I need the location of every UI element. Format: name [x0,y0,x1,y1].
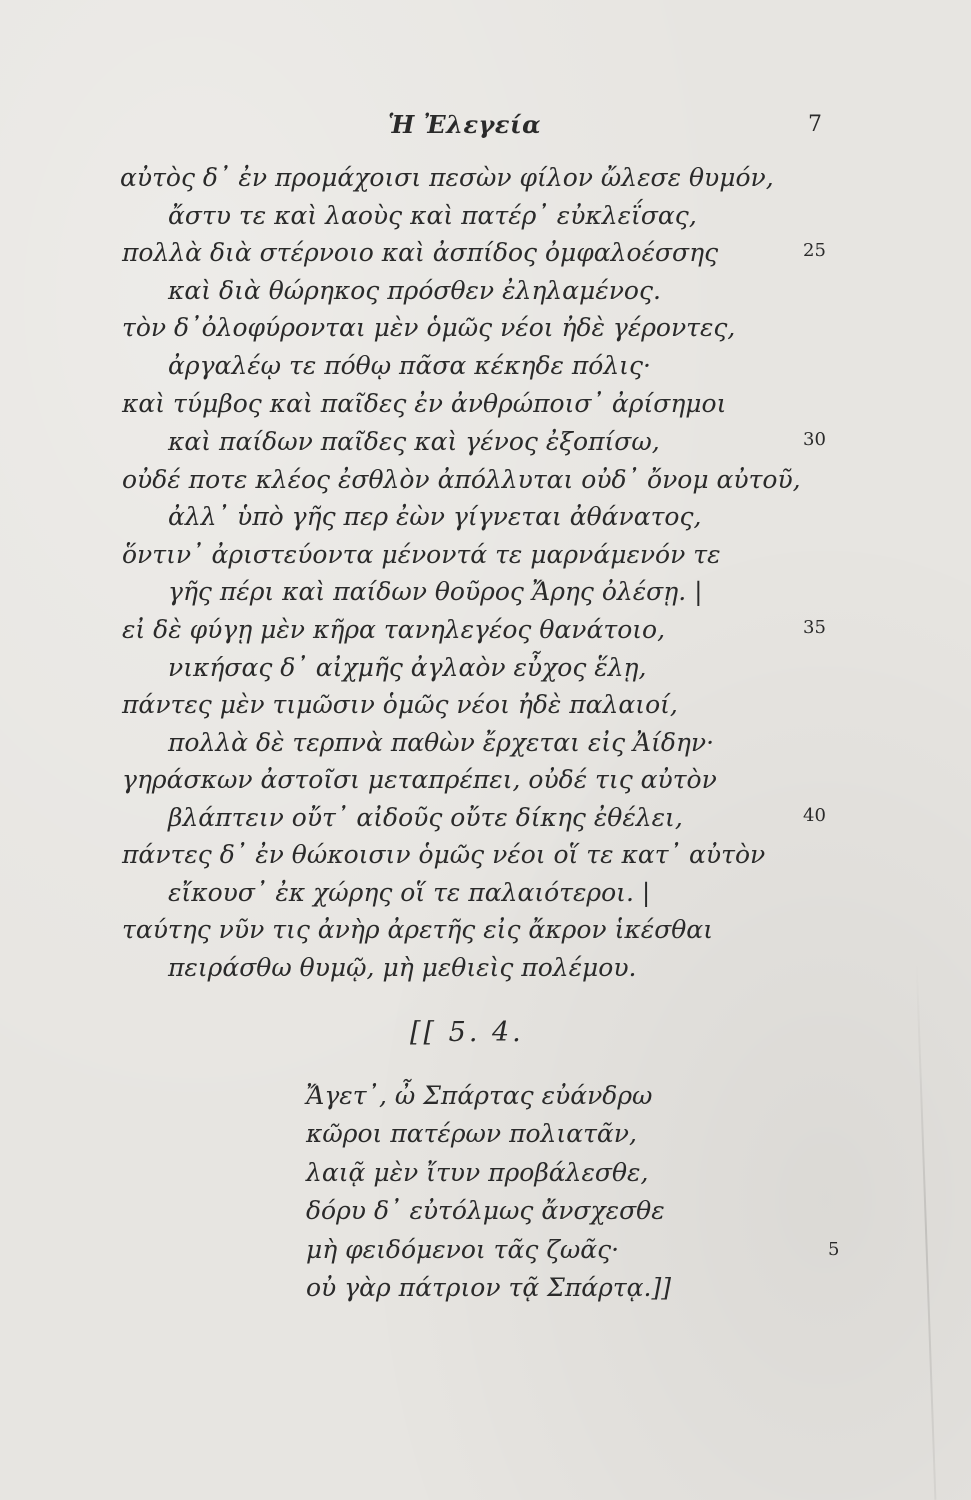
poem-line: βλάπτειν οὔτ᾽ αἰδοῦς οὔτε δίκης ἐθέλει, [168,803,683,832]
poem-line: εἰ δὲ φύγῃ μὲν κῆρα τανηλεγέος θανάτοιο, [122,615,666,644]
poem-line: ἀργαλέῳ τε πόθῳ πᾶσα κέκηδε πόλις· [168,351,651,380]
poem-line: οὐδέ ποτε κλέος ἐσθλὸν ἀπόλλυται οὐδ᾽ ὄνομ αὐτοῦ, [122,465,801,494]
poem-line: πολλὰ διὰ στέρνοιο καὶ ἀσπίδος ὀμφαλοέσσης [122,238,719,267]
poem-line: πολλὰ δὲ τερπνὰ παθὼν ἔρχεται εἰς Ἀίδην· [168,728,715,757]
poem-line: νικήσας δ᾽ αἰχμῆς ἀγλαὸν εὖχος ἕλῃ, [168,653,647,682]
poem-line: γῆς πέρι καὶ παίδων θοῦρος Ἄρης ὀλέσῃ. | [168,577,703,606]
poem-line: ἄστυ τε καὶ λαοὺς καὶ πατέρ᾽ εὐκλεΐσας, [168,201,697,230]
page-number: 7 [808,112,822,137]
line-number: 5 [828,1239,840,1260]
poem-line: εἴκουσ᾽ ἐκ χώρης οἵ τε παλαιότεροι. | [168,878,651,907]
fragment-heading: [[ 5. 4. [410,1017,524,1048]
fragment-line: λαιᾷ μὲν ἴτυν προβάλεσθε, [306,1158,649,1187]
poem-line: τὸν δ᾽ὀλοφύρονται μὲν ὁμῶς νέοι ἠδὲ γέροντες, [122,313,736,342]
page-header [0,110,971,150]
fragment-line: δόρυ δ᾽ εὐτόλμως ἄνσχεσθε [306,1196,665,1225]
line-number: 40 [803,805,826,826]
poem-line: ὅντιν᾽ ἀριστεύοντα μένοντά τε μαρνάμενόν τε [122,540,721,569]
poem-line: ἀλλ᾽ ὑπὸ γῆς περ ἐὼν γίγνεται ἀθάνατος, [168,502,702,531]
fragment-line: κῶροι πατέρων πολιατᾶν, [306,1119,637,1148]
running-title: Ἡ Ἐλεγεία [388,110,542,139]
poem-line: καὶ τύμβος καὶ παῖδες ἐν ἀνθρώποισ᾽ ἀρίσημοι [122,389,727,418]
line-number: 35 [803,617,826,638]
poem-line: γηράσκων ἀστοῖσι μεταπρέπει, οὐδέ τις αὐτὸν [122,765,717,794]
poem-line: καὶ παίδων παῖδες καὶ γένος ἐξοπίσω, [168,427,660,456]
poem-line: αὐτὸς δ᾽ ἐν προμάχοισι πεσὼν φίλον ὤλεσε θυμόν, [120,163,774,192]
line-number: 25 [803,240,826,261]
fragment-line: οὐ γὰρ πάτριον τᾷ Σπάρτᾳ.]] [306,1273,672,1302]
fragment-line: Ἄγετ᾽, ὦ Σπάρτας εὐάνδρω [306,1081,653,1110]
poem-line: πάντες μὲν τιμῶσιν ὁμῶς νέοι ἠδὲ παλαιοί, [122,690,678,719]
page-fold-shadow [916,960,937,1500]
fragment-line: μὴ φειδόμενοι τᾶς ζωᾶς· [306,1235,620,1264]
poem-line: ταύτης νῦν τις ἀνὴρ ἀρετῆς εἰς ἄκρον ἱκέσθαι [122,915,713,944]
poem-line: πειράσθω θυμῷ, μὴ μεθιεὶς πολέμου. [168,953,637,982]
poem-line: πάντες δ᾽ ἐν θώκοισιν ὁμῶς νέοι οἵ τε κατ᾽ αὐτὸν [122,840,766,869]
poem-line: καὶ διὰ θώρηκος πρόσθεν ἐληλαμένος. [168,276,661,305]
line-number: 30 [803,429,826,450]
